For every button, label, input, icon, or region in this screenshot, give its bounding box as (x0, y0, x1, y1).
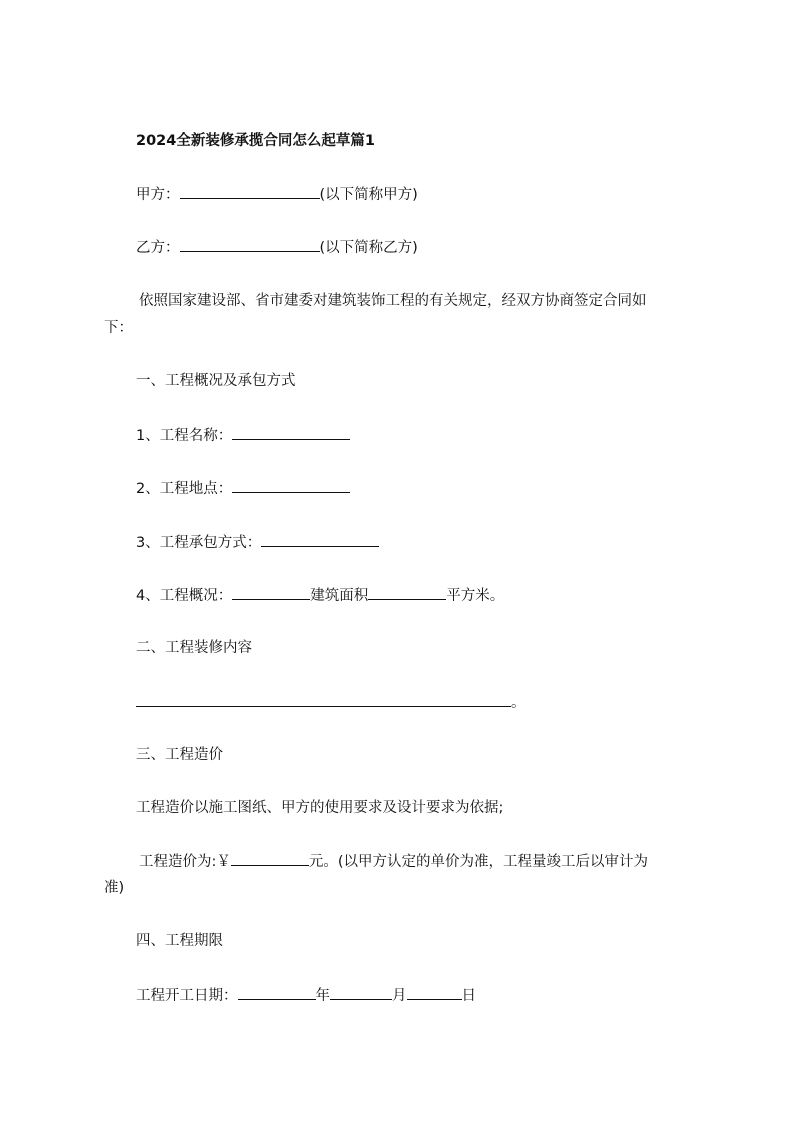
building-area-blank (368, 585, 446, 600)
start-month-blank (330, 985, 392, 1000)
price-line-2: 准) (104, 880, 125, 896)
party-a-label: 甲方： (136, 187, 180, 203)
project-name-label: 1、工程名称： (136, 428, 233, 444)
decoration-content-blank (136, 692, 511, 707)
section-1-heading: 一、工程概况及承包方式 (136, 373, 296, 389)
contract-method-line (136, 532, 379, 553)
party-b-label: 乙方： (136, 240, 180, 256)
decoration-content-end: 。 (511, 695, 526, 711)
section-2-heading: 二、工程装修内容 (136, 640, 252, 656)
party-a-suffix: (以下简称甲方) (319, 187, 418, 203)
section-4-heading: 四、工程期限 (136, 933, 223, 949)
intro-line-2: 下： (104, 320, 133, 336)
price-basis-text: 工程造价以施工图纸、甲方的使用要求及设计要求为依据; (136, 800, 504, 816)
month-label: 月 (392, 988, 407, 1004)
party-a-line (136, 184, 418, 205)
price-label: 工程造价为:￥ (139, 854, 231, 870)
start-day-blank (407, 985, 462, 1000)
price-blank (231, 851, 309, 866)
start-date-line (136, 985, 476, 1006)
intro-line-1: 依照国家建设部、省市建委对建筑装饰工程的有关规定，经双方协商签定合同如 (139, 293, 647, 309)
document-title: 2024全新装修承揽合同怎么起草篇1 (136, 133, 375, 149)
section-3-heading: 三、工程造价 (136, 747, 223, 763)
day-label: 日 (461, 988, 476, 1004)
project-name-line (136, 425, 350, 446)
start-date-label: 工程开工日期： (136, 988, 238, 1004)
party-b-suffix: (以下简称乙方) (319, 240, 418, 256)
party-a-blank (180, 184, 320, 199)
area-unit-text: 平方米。 (446, 588, 505, 604)
project-overview-blank (232, 585, 310, 600)
year-label: 年 (315, 988, 330, 1004)
contract-method-blank (261, 532, 379, 547)
project-location-blank (232, 478, 350, 493)
project-overview-line (136, 585, 504, 606)
project-location-line (136, 478, 350, 499)
price-line-end: 元。(以甲方认定的单价为准，工程量竣工后以审计为 (308, 854, 649, 870)
project-overview-label: 4、工程概况： (136, 588, 233, 604)
decoration-content-line (136, 692, 526, 713)
building-area-label: 建筑面积 (310, 588, 369, 604)
party-b-blank (180, 237, 320, 252)
project-name-blank (232, 425, 350, 440)
party-b-line (136, 237, 418, 258)
contract-method-label: 3、工程承包方式： (136, 535, 262, 551)
price-line-1 (139, 851, 648, 872)
start-year-blank (238, 985, 316, 1000)
project-location-label: 2、工程地点： (136, 481, 233, 497)
